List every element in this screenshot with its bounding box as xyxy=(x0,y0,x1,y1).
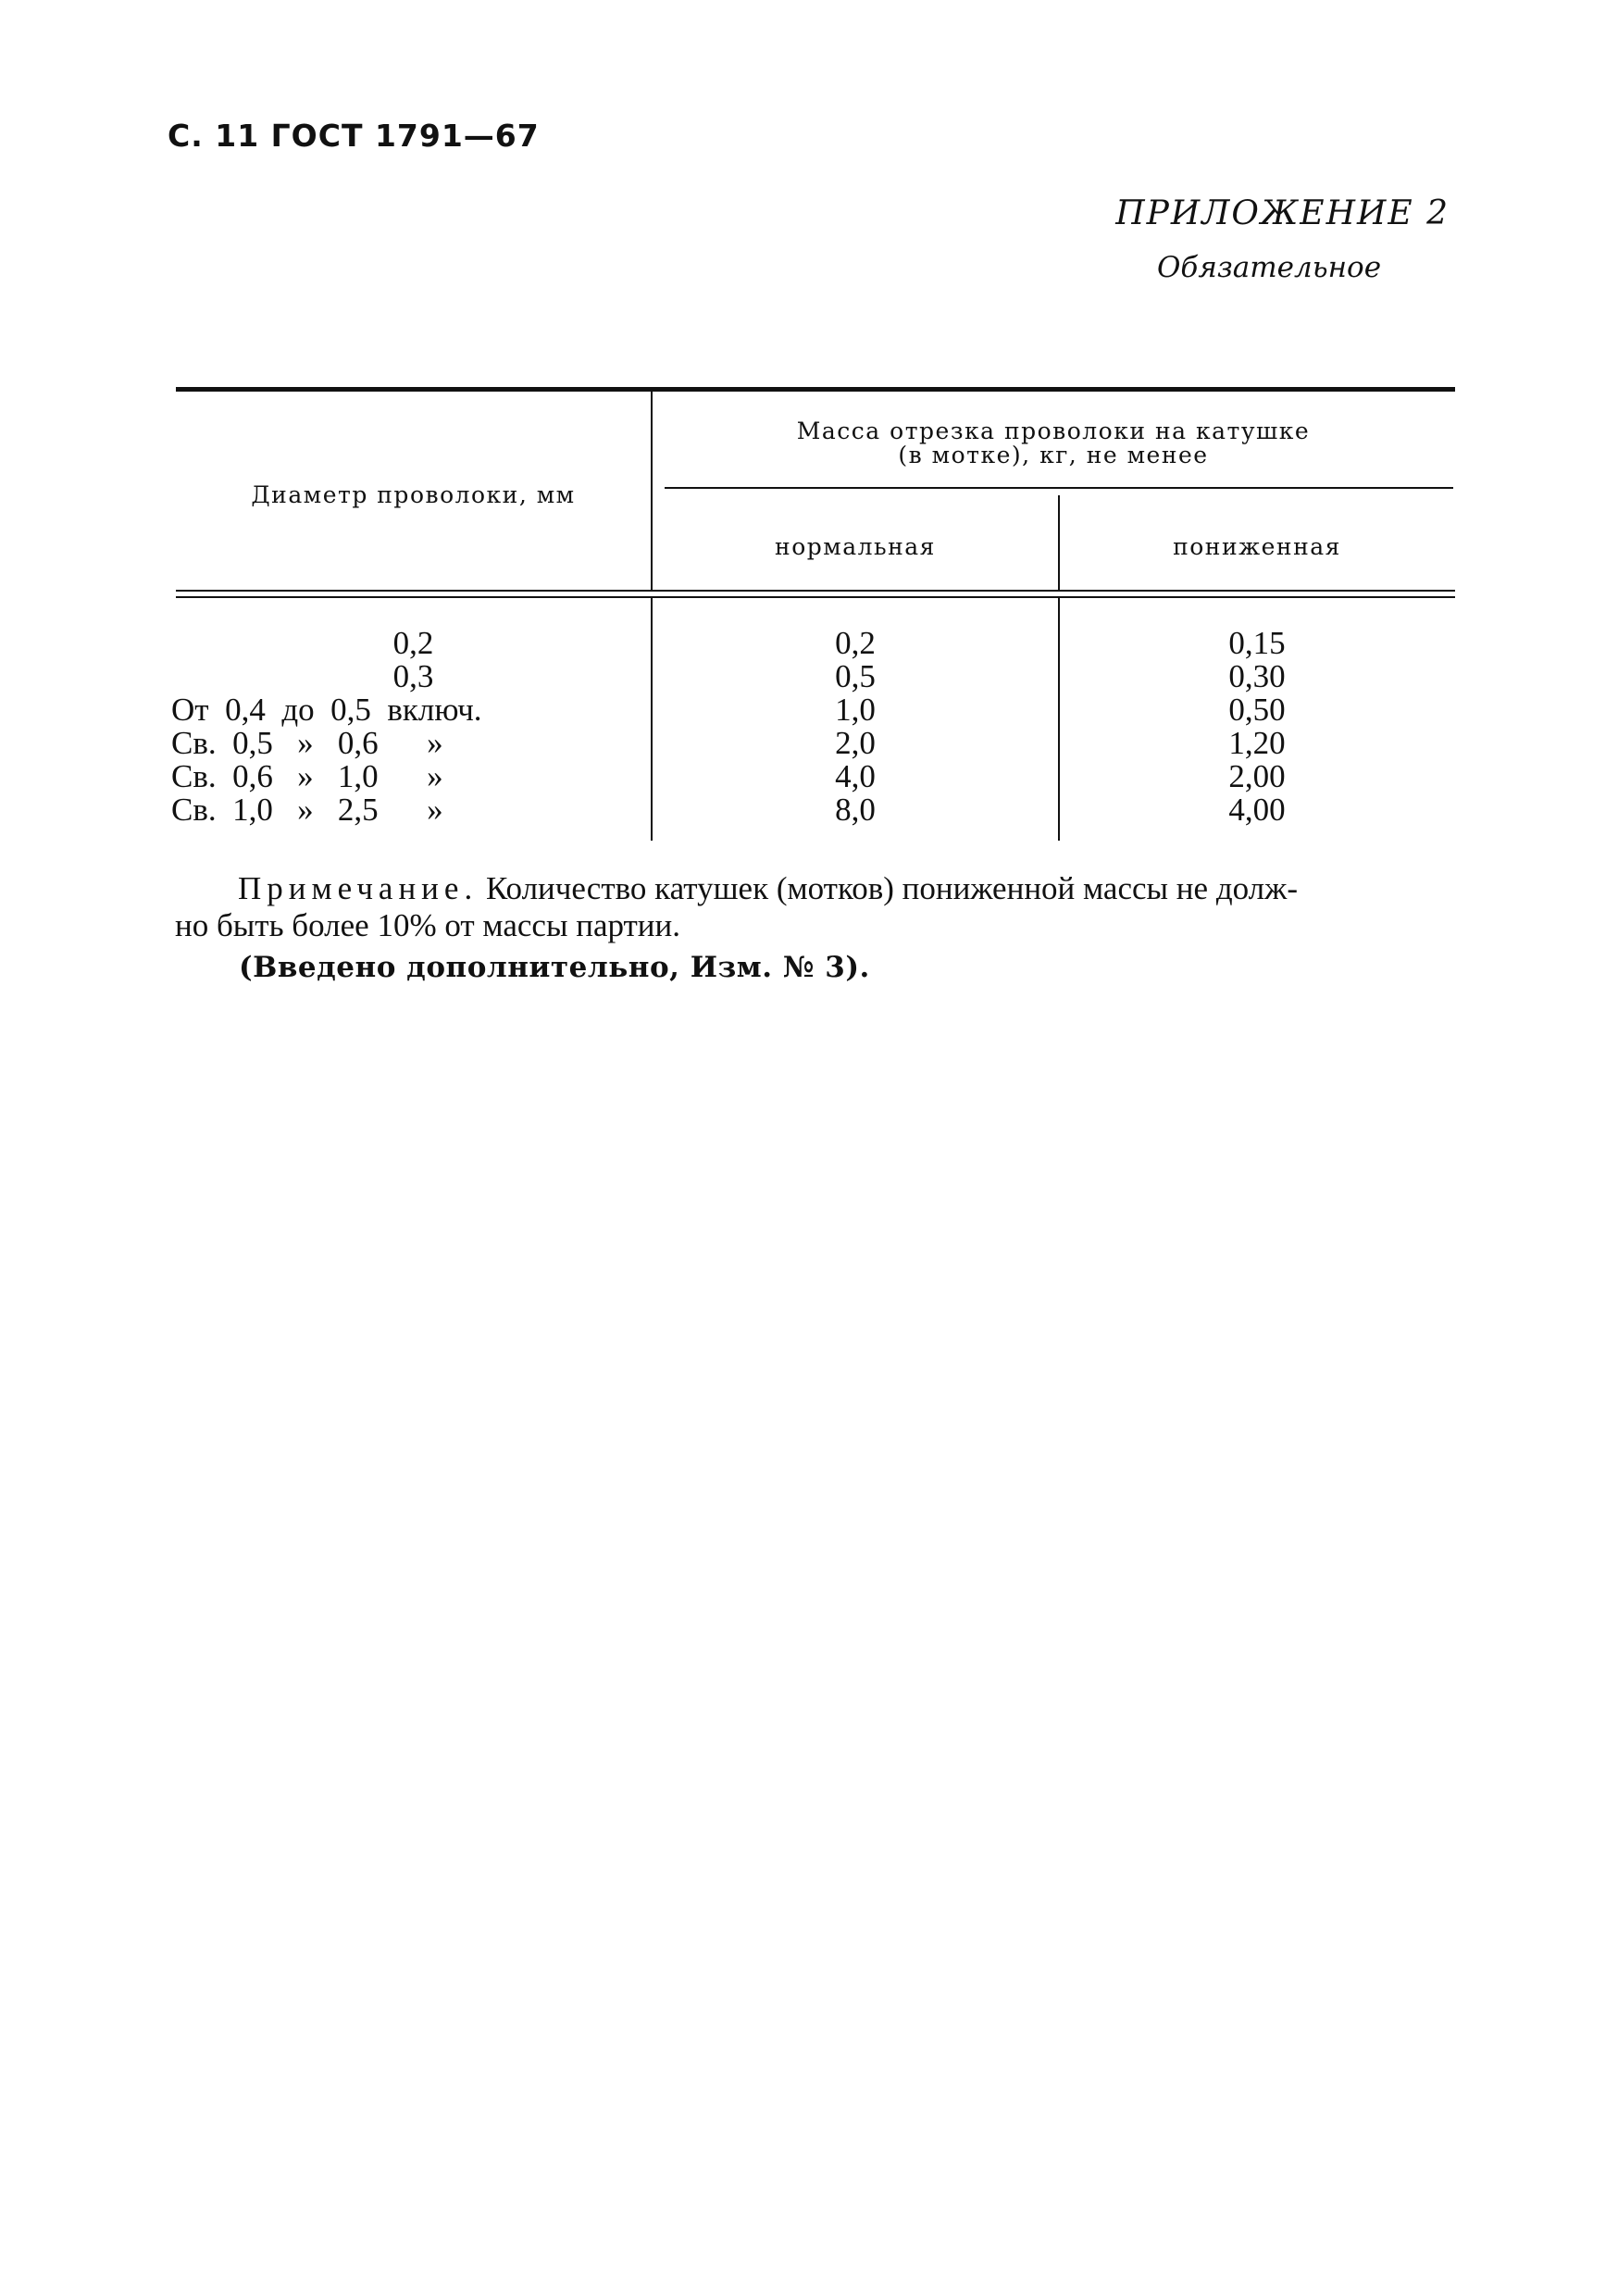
table-cell-diameter: Св. 0,6 » 1,0 » xyxy=(171,758,443,794)
table-cell-diameter: 0,3 xyxy=(392,658,434,694)
table-cell-diameter: 0,2 xyxy=(392,625,434,661)
table-header-rule-1 xyxy=(176,590,1455,592)
table-cell-reduced: 0,30 xyxy=(1228,658,1286,694)
table-cell-normal: 2,0 xyxy=(835,725,876,761)
table-cell-reduced: 1,20 xyxy=(1228,725,1286,761)
table-cell-diameter: Св. 0,5 » 0,6 » xyxy=(171,725,443,761)
appendix-title: ПРИЛОЖЕНИЕ 2 xyxy=(1115,194,1450,232)
table-cell-diameter: Св. 1,0 » 2,5 » xyxy=(171,792,443,828)
header-reduced: пониженная xyxy=(1173,533,1341,560)
table-cell-normal: 4,0 xyxy=(835,758,876,794)
header-diameter: Диаметр проволоки, мм xyxy=(251,481,576,508)
table-cell-normal: 1,0 xyxy=(835,692,876,728)
table-subheader-rule xyxy=(665,487,1453,489)
table-header-rule-2 xyxy=(176,596,1455,598)
table-cell-normal: 0,5 xyxy=(835,658,876,694)
table-cell-reduced: 0,50 xyxy=(1228,692,1286,728)
table-cell-reduced: 0,15 xyxy=(1228,625,1286,661)
page-header: С. 11 ГОСТ 1791—67 xyxy=(168,118,540,154)
table-cell-reduced: 2,00 xyxy=(1228,758,1286,794)
note-text-1: Количество катушек (мотков) пониженной массы не долж- xyxy=(478,870,1298,906)
table-cell-reduced: 4,00 xyxy=(1228,792,1286,828)
header-mass-line1: Масса отрезка проволоки на катушке xyxy=(796,418,1311,444)
note-line-2: но быть более 10% от массы партии. xyxy=(175,907,681,943)
table-cell-normal: 0,2 xyxy=(835,625,876,661)
note xyxy=(175,870,1452,944)
table-cell-diameter: От 0,4 до 0,5 включ. xyxy=(171,692,482,728)
table-cell-normal: 8,0 xyxy=(835,792,876,828)
table-top-rule xyxy=(176,387,1455,392)
note-line-1 xyxy=(175,870,1452,907)
note-label: Примечание. xyxy=(238,870,479,906)
amendment-note: (Введено дополнительно, Изм. № 3). xyxy=(239,951,870,984)
header-mass-line2: (в мотке), кг, не менее xyxy=(898,442,1209,468)
header-normal: нормальная xyxy=(775,533,936,560)
appendix-status: Обязательное xyxy=(1157,251,1382,284)
